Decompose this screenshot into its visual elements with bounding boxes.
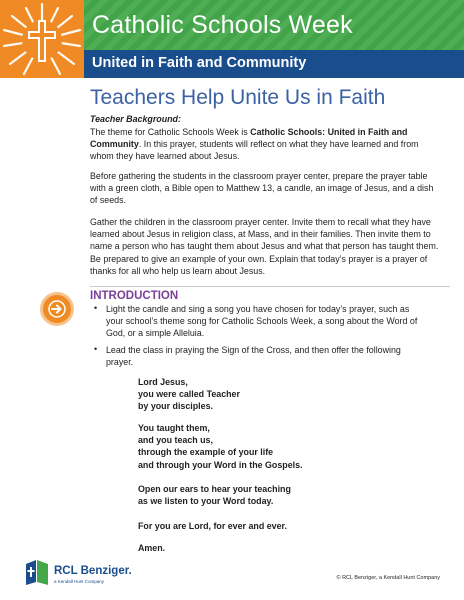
header [0, 0, 464, 78]
prayer-line: and through your Word in the Gospels. [138, 459, 303, 470]
prayer-line: as we listen to your Word today. [138, 496, 274, 507]
prayer-line: For you are Lord, for ever and ever. [138, 521, 287, 531]
prayer-line: and you teach us, [138, 435, 213, 446]
page-title: Teachers Help Unite Us in Faith [90, 86, 386, 109]
section-divider [90, 286, 450, 287]
copyright-notice: © RCL Benziger, a Kendall Hunt Company [336, 575, 440, 581]
rcl-book-icon [24, 558, 50, 586]
teacher-background-label: Teacher Background: [90, 114, 181, 124]
prayer-stanza-2 [138, 422, 303, 471]
prayer-line: through the example of your life [138, 447, 274, 458]
publisher-logo [24, 556, 144, 596]
cross-logo [0, 0, 84, 78]
publisher-subtitle: a Kendall Hunt Company [54, 579, 105, 584]
intro-bullet-1: Light the candle and sing a song you have chosen for today’s prayer, such as your school’s theme song for Catholic Schools Week, a song about the Word of God, or a simple Alleluia. [106, 304, 418, 339]
bullet-marker: • [94, 344, 98, 354]
background-paragraph-2: Before gathering the students in the classroom prayer center, prepare the prayer table with a green cloth, a Bible open to Matthew 13, a candle, an image of Jesus, and a dish of seeds. [90, 171, 434, 206]
prayer-line: Lord Jesus, [138, 377, 188, 387]
bullet-marker: • [94, 303, 98, 313]
background-paragraph-3: Gather the children in the classroom prayer center. Invite them to recall what they have learned about Jesus in religion class, at Mass, and in their families. Then invite them to name a person who has taught them about Jesus and what that person has taught them. Be prepared to give an example of your own. Explain that today’s prayer is a prayer of thanks for all who help us learn about Jesus. [90, 217, 439, 276]
arrow-right-icon [48, 300, 66, 318]
prayer-line: by your disciples. [138, 401, 213, 412]
prayer-line: You taught them, [138, 423, 210, 433]
prayer-line: you were called Teacher [138, 389, 240, 400]
intro-bullet-2: Lead the class in praying the Sign of the Cross, and then offer the following prayer. [106, 345, 401, 368]
header-subtitle: United in Faith and Community [92, 55, 307, 71]
background-paragraph-1 [90, 126, 440, 163]
prayer-stanza-4 [138, 520, 287, 532]
prayer-stanza-1 [138, 376, 240, 413]
prayer-line: Amen. [138, 543, 166, 553]
p1-theme: Catholic Schools: United in Faith and Community [90, 127, 408, 150]
header-title: Catholic Schools Week [92, 11, 353, 39]
cross-sunburst-icon [0, 0, 84, 78]
prayer-stanza-3 [138, 483, 291, 507]
prayer-line: Open our ears to hear your teaching [138, 484, 291, 494]
arrow-icon [40, 292, 74, 326]
prayer-stanza-5 [138, 542, 165, 554]
publisher-name: RCL Benziger. [54, 565, 132, 577]
p1-intro: The theme for Catholic Schools Week is [90, 127, 251, 137]
p1-rest: . In this prayer, students will reflect on what they have learned and from whom they have learned about Jesus. [90, 139, 419, 162]
introduction-heading: INTRODUCTION [90, 290, 179, 302]
